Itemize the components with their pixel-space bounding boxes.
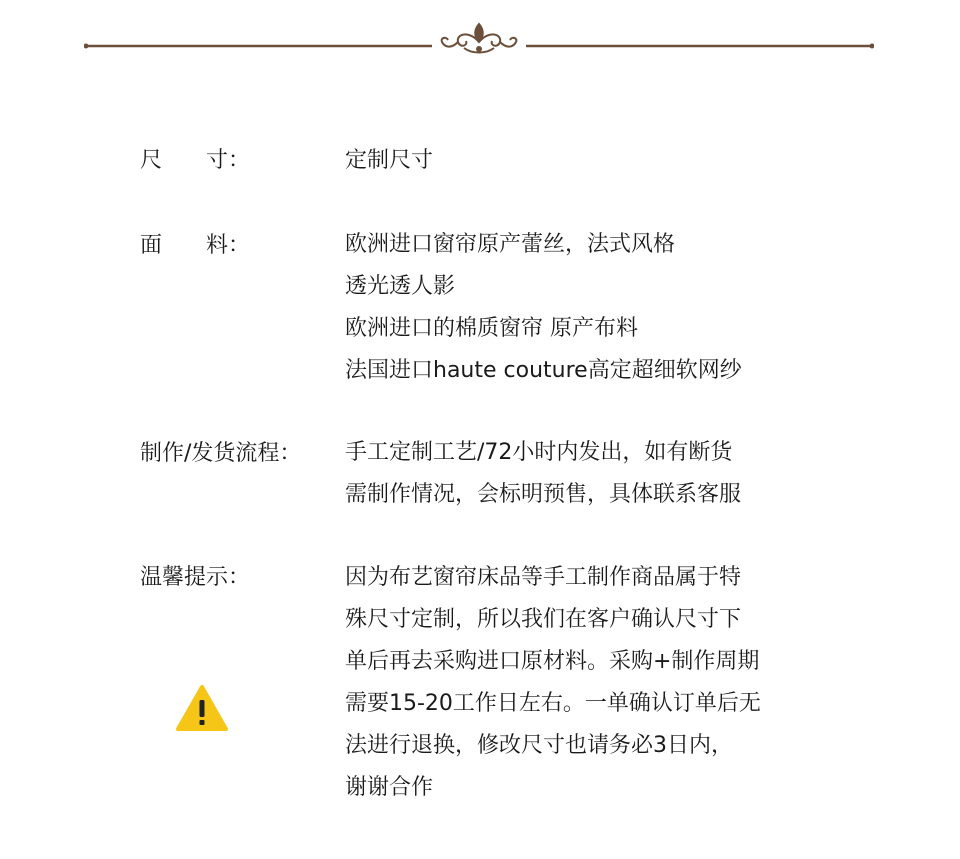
- fabric-line: 欧洲进口窗帘原产蕾丝，法式风格: [345, 232, 676, 257]
- ornament-divider: [84, 20, 874, 70]
- notice-line: 需要15-20工作日左右。一单确认订单后无: [345, 691, 761, 716]
- fabric-value: [345, 224, 815, 392]
- notice-value: [345, 557, 815, 809]
- size-line: 定制尺寸: [345, 148, 434, 173]
- fabric-line: 欧洲进口的棉质窗帘 原产布料: [345, 316, 638, 341]
- notice-line: 谢谢合作: [345, 775, 434, 800]
- notice-label: 温馨提示：: [140, 565, 251, 590]
- size-label: 尺 寸：: [140, 148, 251, 173]
- notice-line: 单后再去采购进口原材料。采购+制作周期: [345, 649, 760, 674]
- notice-line: 因为布艺窗帘床品等手工制作商品属于特: [345, 565, 742, 590]
- process-value: [345, 432, 815, 516]
- fabric-line: 法国进口haute couture高定超细软网纱: [345, 358, 742, 383]
- fleur-divider-icon: [442, 24, 517, 53]
- notice-line: 殊尺寸定制，所以我们在客户确认尺寸下: [345, 607, 742, 632]
- size-value: [345, 140, 815, 182]
- fabric-label: 面 料：: [140, 233, 251, 258]
- process-line: 需制作情况，会标明预售，具体联系客服: [345, 482, 742, 507]
- fabric-line: 透光透人影: [345, 274, 456, 299]
- notice-line: 法进行退换，修改尺寸也请务必3日内，: [345, 733, 733, 758]
- process-line: 手工定制工艺/72小时内发出，如有断货: [345, 440, 733, 465]
- warning-icon: [175, 683, 229, 733]
- process-label: 制作/发货流程：: [140, 441, 302, 466]
